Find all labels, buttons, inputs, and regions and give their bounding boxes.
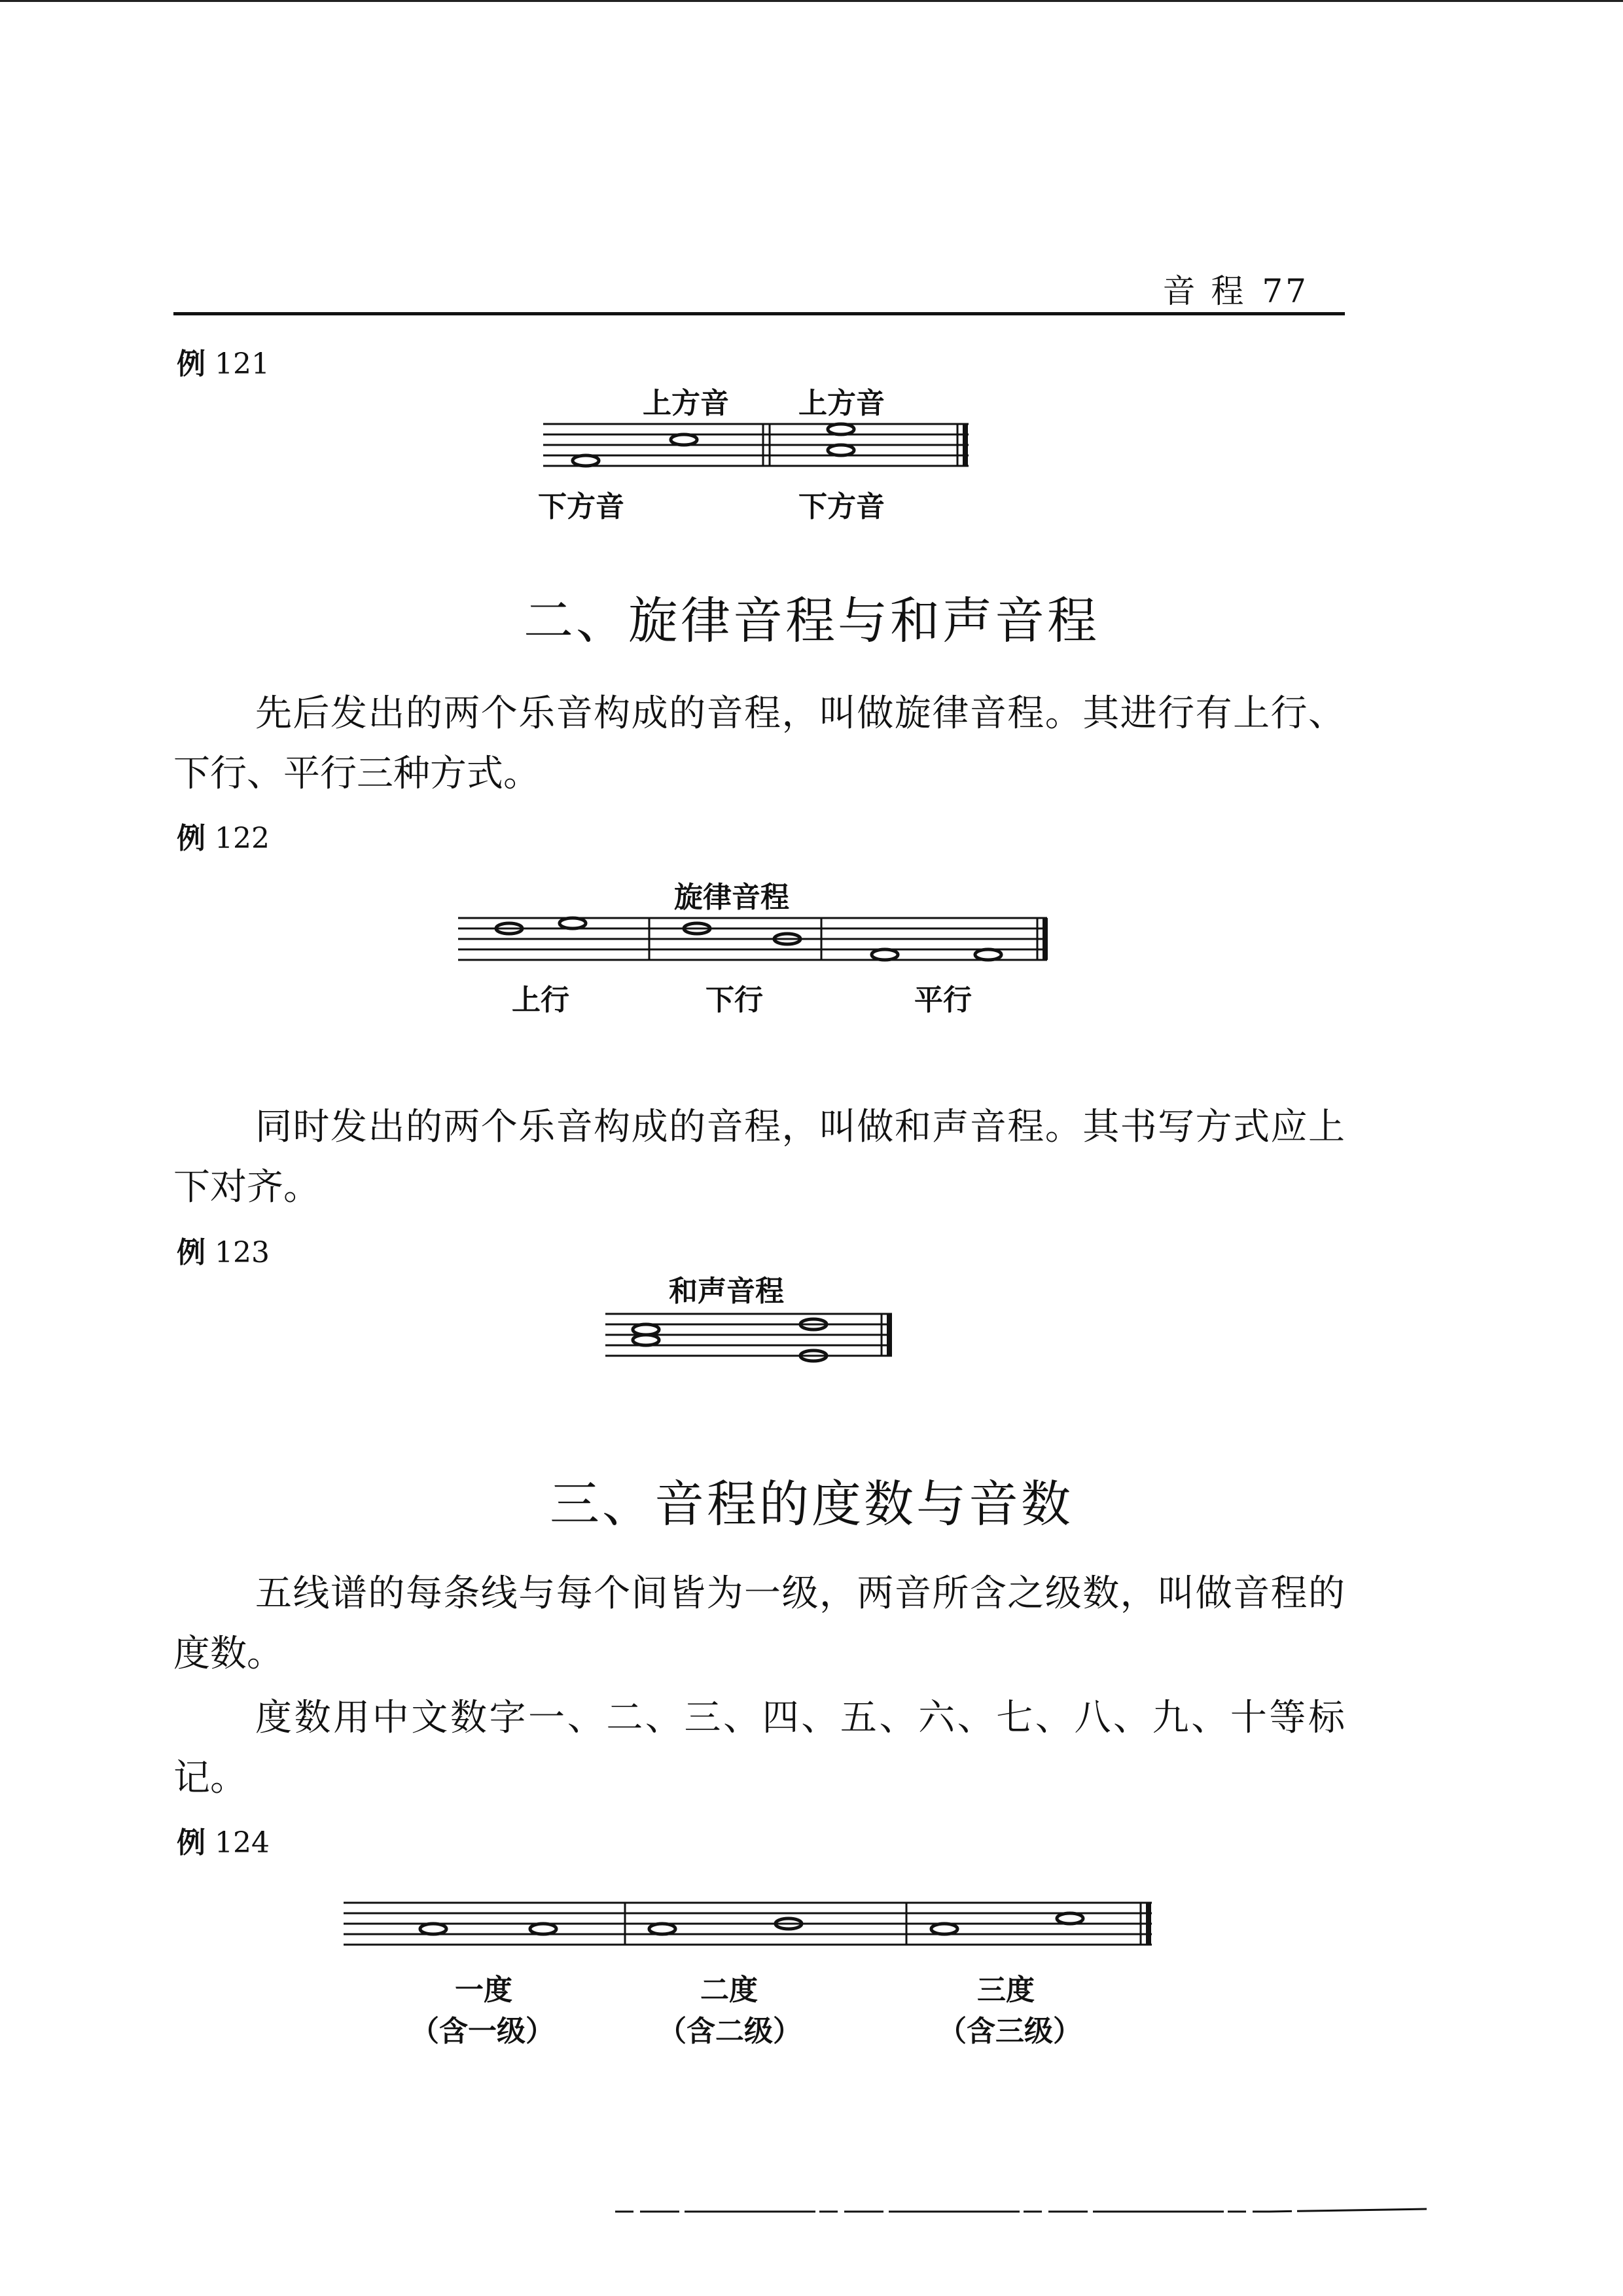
paragraph-melodic-interval: 先后发出的两个乐音构成的音程，叫做旋律音程。其进行有上行、下行、平行三种方式。 [173,692,1345,795]
ex122-caption: 旋律音程 [674,881,789,914]
ex122-level-label: 平行 [914,983,972,1017]
page-number: 77 [1262,272,1309,310]
header-rule [173,312,1345,315]
example-121-label: 例 121 [177,347,270,381]
paragraph-harmonic-interval: 同时发出的两个乐音构成的音程，叫做和声音程。其书写方式应上下对齐。 [173,1106,1345,1209]
ex121-upper-label-2: 上方音 [798,387,885,420]
ex124-staff [344,1898,1158,1956]
paragraph-degree-definition: 五线谱的每条线与每个间皆为一级，两音所含之级数，叫做音程的度数。 [173,1572,1345,1675]
header-title: 音 程 [1162,272,1247,310]
ex121-note-lower [573,455,599,466]
ex123-staff [605,1309,897,1368]
scan-artifact-line [615,2205,1440,2218]
page-top-border [0,0,1623,2]
ex121-note-upper-2 [828,424,854,434]
ex124-degree-2: 二度 [700,1973,758,2007]
example-122-label: 例 122 [177,822,270,855]
ex122-up-label: 上行 [512,983,569,1017]
section-title-3: 三、音程的度数与音数 [550,1475,1073,1533]
ex121-note-lower-2 [828,445,854,455]
ex121-lower-label-1: 下方音 [538,490,624,523]
ex122-down-label: 下行 [705,983,763,1017]
running-header [1113,265,1309,312]
ex124-degree-1: 一度 [455,1973,512,2007]
ex124-degree-2-note: （含二级） [658,2015,802,2048]
ex124-degree-3: 三度 [977,1973,1035,2007]
ex121-note-upper [671,434,697,445]
ex124-degree-1-note: （含一级） [410,2015,554,2048]
ex121-upper-label-1: 上方音 [643,387,729,420]
ex121-staff [543,419,975,478]
ex124-degree-3-note: （含三级） [938,2015,1082,2048]
paragraph-degree-numbering: 度数用中文数字一、二、三、四、五、六、七、八、九、十等标记。 [173,1697,1345,1799]
ex121-lower-label-2: 下方音 [798,490,885,523]
example-123-label: 例 123 [177,1236,270,1269]
ex123-caption: 和声音程 [669,1275,784,1308]
example-124-label: 例 124 [177,1826,270,1860]
section-title-2: 二、旋律音程与和声音程 [524,592,1099,650]
ex122-staff [458,913,1054,972]
